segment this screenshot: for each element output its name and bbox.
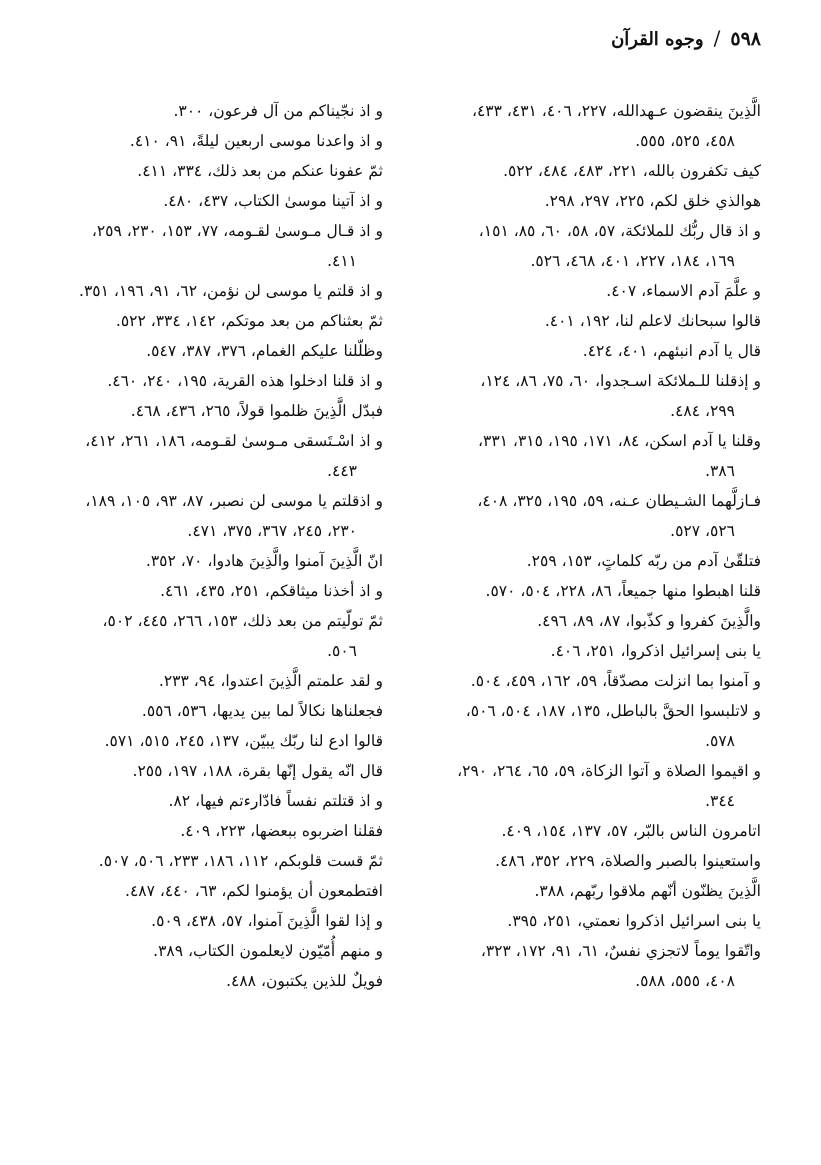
- entry-continuation: ٤٠٨، ٥٥٥، ٥٨٨.: [635, 972, 735, 990]
- entry-continuation: ٤٤٣.: [327, 462, 357, 480]
- entry-text: و إذا لقوا الَّذِينَ آمنوا، ٥٧، ٤٣٨، ٥٠٩.: [151, 912, 383, 930]
- entry-text: انّ الَّذِينَ آمنوا والَّذِينَ هادوا، ٧٠، ٣٥٢.: [145, 552, 383, 570]
- entry-text: و اذ قال ربُّك للملائكة، ٥٧، ٥٨، ٦٠، ٨٥، ١٥١،: [478, 222, 761, 240]
- index-entry: [33, 666, 383, 696]
- entry-text: و اذ واعدنا موسى اربعين ليلةً، ٩١، ٤١٠.: [129, 132, 383, 150]
- index-entry: [33, 306, 383, 336]
- entry-text: و لقد علمتم الَّذِينَ اعتدوا، ٩٤، ٢٣٣.: [158, 672, 383, 690]
- index-entry: [401, 816, 761, 846]
- index-entry: [401, 606, 761, 636]
- right-column: [401, 96, 761, 996]
- left-column: [33, 96, 383, 996]
- entry-continuation: ٥٠٦.: [327, 642, 357, 660]
- entry-text: واتّقوا يوماً لاتجزي نفسٌ، ٦١، ٩١، ١٧٢، ٣٢٣،: [480, 942, 761, 960]
- index-entry: [33, 216, 383, 276]
- index-entry: [33, 906, 383, 936]
- index-entry: [33, 696, 383, 726]
- index-entry: [401, 306, 761, 336]
- index-entry: [33, 546, 383, 576]
- entry-text: قالوا ادع لنا ربّك يبيّن، ١٣٧، ٢٤٥، ٥١٥، ٥٧١.: [104, 732, 383, 750]
- header-separator: /: [713, 26, 721, 50]
- entry-continuation: ٢٩٩، ٤٨٤.: [670, 402, 735, 420]
- index-entry: [33, 606, 383, 666]
- entry-text: و اذقلتم يا موسى لن نصبر، ٨٧، ٩٣، ١٠٥، ١٨٩،: [85, 492, 383, 510]
- entry-text: وقلنا يا آدم اسكن، ٨٤، ١٧١، ١٩٥، ٣١٥، ٣٣١،: [478, 432, 761, 450]
- entry-text: الَّذِينَ يظنّون أنّهم ملاقوا ربّهم، ٣٨٨.: [534, 882, 761, 900]
- book-title: وجوه القرآن: [611, 29, 704, 50]
- entry-text: و اذ قـال مـوسىٰ لقـومه، ٧٧، ١٥٣، ٢٣٠، ٢٥٩،: [91, 222, 383, 240]
- entry-continuation: ٤١١.: [327, 252, 357, 270]
- index-entry: [401, 666, 761, 696]
- entry-text: قلنا اهبطوا منها جميعاً، ٨٦، ٢٢٨، ٥٠٤، ٥٧٠.: [485, 582, 761, 600]
- index-entry: [401, 696, 761, 756]
- index-entry: [33, 336, 383, 366]
- index-entry: [33, 396, 383, 426]
- index-entry: [33, 756, 383, 786]
- index-entry: [33, 156, 383, 186]
- entry-text: فـازلَّهما الشـيطان عـنه، ٥٩، ١٩٥، ٣٢٥، ٤٠٨،: [477, 492, 761, 510]
- entry-text: و اذ اسْـتَسقى مـوسىٰ لقـومه، ١٨٦، ٢٦١، ٤١٢،: [85, 432, 383, 450]
- index-entry: [33, 276, 383, 306]
- entry-continuation: ٣٤٤.: [705, 792, 735, 810]
- entry-text: و اذ قتلتم نفساً فادّارءتم فيها، ٨٢.: [168, 792, 383, 810]
- index-entry: [401, 186, 761, 216]
- entry-text: الَّذِينَ ينقضون عـهدالله، ٢٢٧، ٤٠٦، ٤٣١، ٤٣٣،: [471, 102, 761, 120]
- entry-text: و اذ أخذنا ميثاقكم، ٢٥١، ٤٣٥، ٤٦١.: [160, 582, 383, 600]
- index-entry: [33, 186, 383, 216]
- entry-text: فويلٌ للذين يكتبون، ٤٨٨.: [226, 972, 383, 990]
- entry-text: و اقيموا الصلاة و آتوا الزكاة، ٥٩، ٦٥، ٢٦٤، ٢٩٠،: [457, 762, 761, 780]
- entry-text: و علَّمَ آدم الاسماء، ٤٠٧.: [606, 282, 761, 300]
- index-entry: [33, 876, 383, 906]
- entry-text: فتلقّىٰ آدم من ربّه كلماتٍ، ١٥٣، ٢٥٩.: [526, 552, 761, 570]
- entry-continuation: ١٦٩، ١٨٤، ٢٢٧، ٤٠١، ٤٦٨، ٥٢٦.: [530, 252, 735, 270]
- entry-text: ثمّ بعثناكم من بعد موتكم، ١٤٢، ٣٣٤، ٥٢٢.: [115, 312, 383, 330]
- entry-text: و اذ قلتم يا موسى لن نؤمن، ٦٢، ٩١، ١٩٦، ٣٥١.: [79, 282, 383, 300]
- index-entry: [401, 876, 761, 906]
- entry-continuation: ٤٥٨، ٥٢٥، ٥٥٥.: [635, 132, 735, 150]
- index-entry: [33, 96, 383, 126]
- index-entry: [33, 576, 383, 606]
- index-entry: [401, 756, 761, 816]
- index-entry: [33, 816, 383, 846]
- entry-text: ثمّ قست قلوبكم، ١١٢، ١٨٦، ٢٣٣، ٥٠٦، ٥٠٧.: [98, 852, 383, 870]
- entry-text: فقلنا اضربوه ببعضها، ٢٢٣، ٤٠٩.: [180, 822, 383, 840]
- index-entry: [33, 846, 383, 876]
- entry-text: قالوا سبحانك لاعلم لنا، ١٩٢، ٤٠١.: [544, 312, 761, 330]
- entry-text: ثمّ عفونا عنكم من بعد ذلك، ٣٣٤، ٤١١.: [137, 162, 383, 180]
- entry-text: فجعلناها نكالاً لما بين يديها، ٥٣٦، ٥٥٦.: [141, 702, 383, 720]
- entry-text: و منهم أُمّيّون لايعلمون الكتاب، ٣٨٩.: [153, 942, 383, 960]
- index-entry: [401, 636, 761, 666]
- index-entry: [401, 156, 761, 186]
- index-entry: [33, 936, 383, 966]
- entry-text: و اذ قلنا ادخلوا هذه القرية، ١٩٥، ٢٤٠، ٤٦٠.: [107, 372, 383, 390]
- index-entry: [33, 126, 383, 156]
- entry-continuation: ٥٢٦، ٥٢٧.: [670, 522, 735, 540]
- entry-text: و لاتلبسوا الحقَّ بالباطل، ١٣٥، ١٨٧، ٥٠٤، ٥٠٦،: [465, 702, 761, 720]
- entry-text: يا بنى إسرائيل اذكروا، ٢٥١، ٤٠٦.: [550, 642, 761, 660]
- entry-text: هوالذي خلق لكم، ٢٢٥، ٢٩٧، ٢٩٨.: [544, 192, 761, 210]
- index-entry: [401, 426, 761, 486]
- entry-continuation: ٥٧٨.: [705, 732, 735, 750]
- index-entry: [401, 576, 761, 606]
- entry-text: والَّذِينَ كفروا و كذّبوا، ٨٧، ٨٩، ٤٩٦.: [537, 612, 761, 630]
- index-entry: [33, 726, 383, 756]
- index-entry: [401, 366, 761, 426]
- index-entry: [33, 966, 383, 996]
- page-number: ٥٩٨: [730, 28, 761, 50]
- entry-text: قال يا آدم انبئهم، ٤٠١، ٤٢٤.: [582, 342, 761, 360]
- entry-text: واستعينوا بالصبر والصلاة، ٢٢٩، ٣٥٢، ٤٨٦.: [495, 852, 761, 870]
- entry-text: افتطمعون أن يؤمنوا لكم، ٦٣، ٤٤٠، ٤٨٧.: [125, 882, 383, 900]
- index-entry: [401, 936, 761, 996]
- entry-continuation: ٣٨٦.: [705, 462, 735, 480]
- entry-text: كيف تكفرون بالله، ٢٢١، ٤٨٣، ٤٨٤، ٥٢٢.: [503, 162, 761, 180]
- index-entry: [33, 426, 383, 486]
- index-entry: [33, 786, 383, 816]
- index-entry: [33, 366, 383, 396]
- entry-text: و اذ نجّيناكم من آل فرعون، ٣٠٠.: [173, 102, 383, 120]
- index-entry: [33, 486, 383, 546]
- index-entry: [401, 486, 761, 546]
- entry-text: قال انّه يقول إنّها بقرة، ١٨٨، ١٩٧، ٢٥٥.: [132, 762, 383, 780]
- running-header: [60, 26, 761, 50]
- index-entry: [401, 336, 761, 366]
- entry-text: فبدّل الَّذِينَ ظلموا قولاً، ٢٦٥، ٤٣٦، ٤٦٨.: [130, 402, 383, 420]
- entry-text: يا بنى اسرائيل اذكروا نعمتي، ٢٥١، ٣٩٥.: [507, 912, 761, 930]
- entry-text: وظلّلنا عليكم الغمام، ٣٧٦، ٣٨٧، ٥٤٧.: [146, 342, 383, 360]
- index-entry: [401, 906, 761, 936]
- index-entry: [401, 96, 761, 156]
- index-entry: [401, 546, 761, 576]
- entry-text: و إذقلنا للـملائكة اسـجدوا، ٦٠، ٧٥، ٨٦، ١٢٤،: [480, 372, 761, 390]
- index-entry: [401, 846, 761, 876]
- entry-text: و اذ آتينا موسىٰ الكتاب، ٤٣٧، ٤٨٠.: [163, 192, 383, 210]
- entry-continuation: ٢٣٠، ٢٤٥، ٣٦٧، ٣٧٥، ٤٧١.: [187, 522, 357, 540]
- entry-text: ثمّ تولّيتم من بعد ذلك، ١٥٣، ٢٦٦، ٤٤٥، ٥٠٢،: [102, 612, 383, 630]
- entry-text: و آمنوا بما انزلت مصدّقاً، ٥٩، ١٦٢، ٤٥٩، ٥٠٤.: [470, 672, 761, 690]
- index-entry: [401, 276, 761, 306]
- entry-text: اتامرون الناس بالبّر، ٥٧، ١٣٧، ١٥٤، ٤٠٩.: [501, 822, 761, 840]
- index-entry: [401, 216, 761, 276]
